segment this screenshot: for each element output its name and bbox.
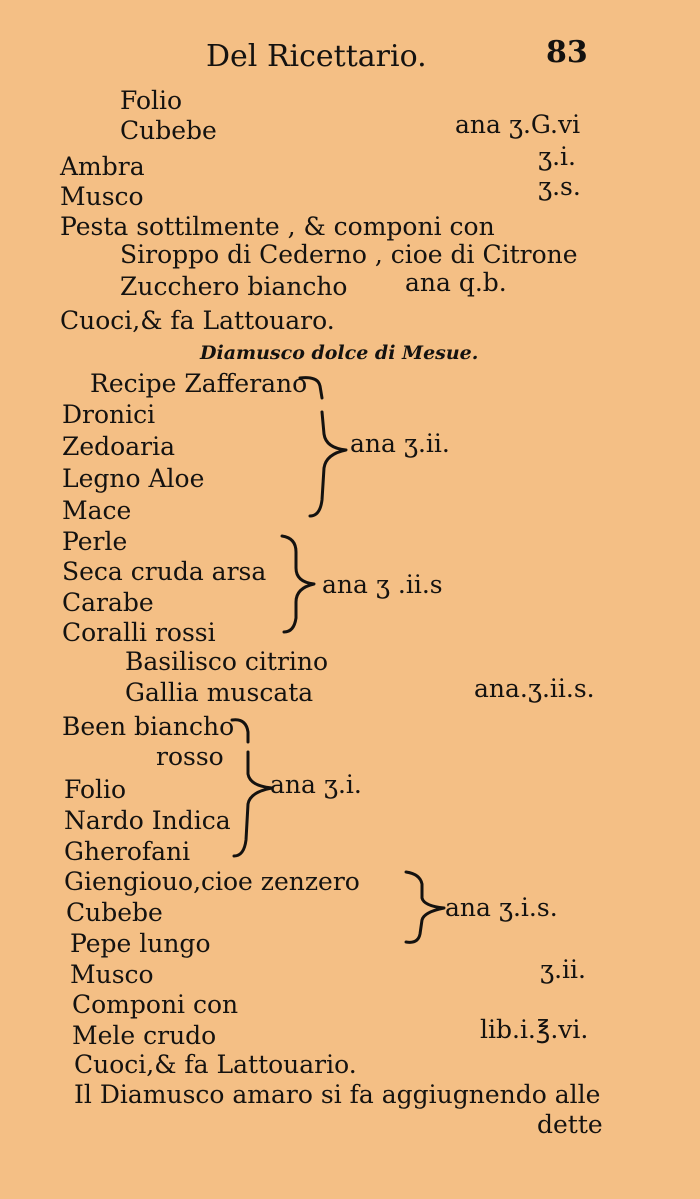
text-line: Mele crudo — [72, 1021, 217, 1050]
text-line: Pesta sottilmente , & componi con — [60, 212, 495, 241]
text-line: Il Diamusco amaro si fa aggiugnendo alle — [74, 1080, 601, 1109]
dosage: ʒ.ii. — [540, 955, 586, 984]
text-line: Musco — [70, 960, 154, 989]
brace-mark — [228, 712, 278, 862]
text-line: Cuoci,& fa Lattouaro. — [60, 306, 335, 335]
text-line: Coralli rossi — [62, 618, 216, 647]
text-line: Nardo Indica — [64, 806, 231, 835]
dosage: ana ʒ.ii. — [350, 429, 450, 458]
dosage: ʒ.s. — [538, 172, 581, 201]
dosage: ana ʒ.G.vi — [455, 110, 581, 139]
text-line: Perle — [62, 527, 128, 556]
text-line: Cuoci,& fa Lattouario. — [74, 1050, 357, 1079]
text-line: Dronici — [62, 400, 156, 429]
recipe-subheading: Diamusco dolce di Mesue. — [200, 342, 479, 364]
text-line: Mace — [62, 496, 132, 525]
text-line: Basilisco citrino — [125, 647, 329, 676]
text-line: Folio — [64, 775, 127, 804]
dosage: ana q.b. — [405, 268, 507, 297]
text-line: Been biancho — [62, 712, 235, 741]
dosage: ana ʒ.i. — [270, 770, 362, 799]
text-line: Gallia muscata — [125, 678, 314, 707]
dosage: ʒ.i. — [538, 142, 577, 171]
text-line: rosso — [156, 742, 224, 771]
page-number: 83 — [546, 35, 588, 70]
text-line: Folio — [120, 86, 183, 115]
dosage: lib.i.℥.vi. — [480, 1015, 589, 1044]
text-line: Giengiouo,cioe zenzero — [64, 867, 360, 896]
text-line: Cubebe — [120, 116, 217, 145]
text-line: Siroppo di Cederno , cioe di Citrone — [120, 240, 578, 269]
text-line: Musco — [60, 182, 144, 211]
text-line: Ambra — [60, 152, 145, 181]
brace-mark — [402, 868, 450, 948]
text-line: Carabe — [62, 588, 154, 617]
text-line: Componi con — [72, 990, 239, 1019]
brace-mark — [296, 372, 356, 522]
dosage: ana ʒ .ii.s — [322, 570, 443, 599]
text-line: Pepe lungo — [70, 929, 211, 958]
text-line: Zucchero biancho — [120, 272, 348, 301]
text-line: dette — [537, 1110, 603, 1139]
text-line: Zedoaria — [62, 432, 175, 461]
brace-mark — [278, 532, 328, 638]
text-line: Recipe Zafferano — [90, 369, 308, 398]
dosage: ana ʒ.i.s. — [445, 893, 558, 922]
text-line: Legno Aloe — [62, 464, 205, 493]
running-header-title: Del Ricettario. — [206, 39, 427, 74]
text-line: Gherofani — [64, 837, 191, 866]
dosage: ana.ʒ.ii.s. — [474, 674, 595, 703]
text-line: Seca cruda arsa — [62, 557, 267, 586]
text-line: Cubebe — [66, 898, 163, 927]
